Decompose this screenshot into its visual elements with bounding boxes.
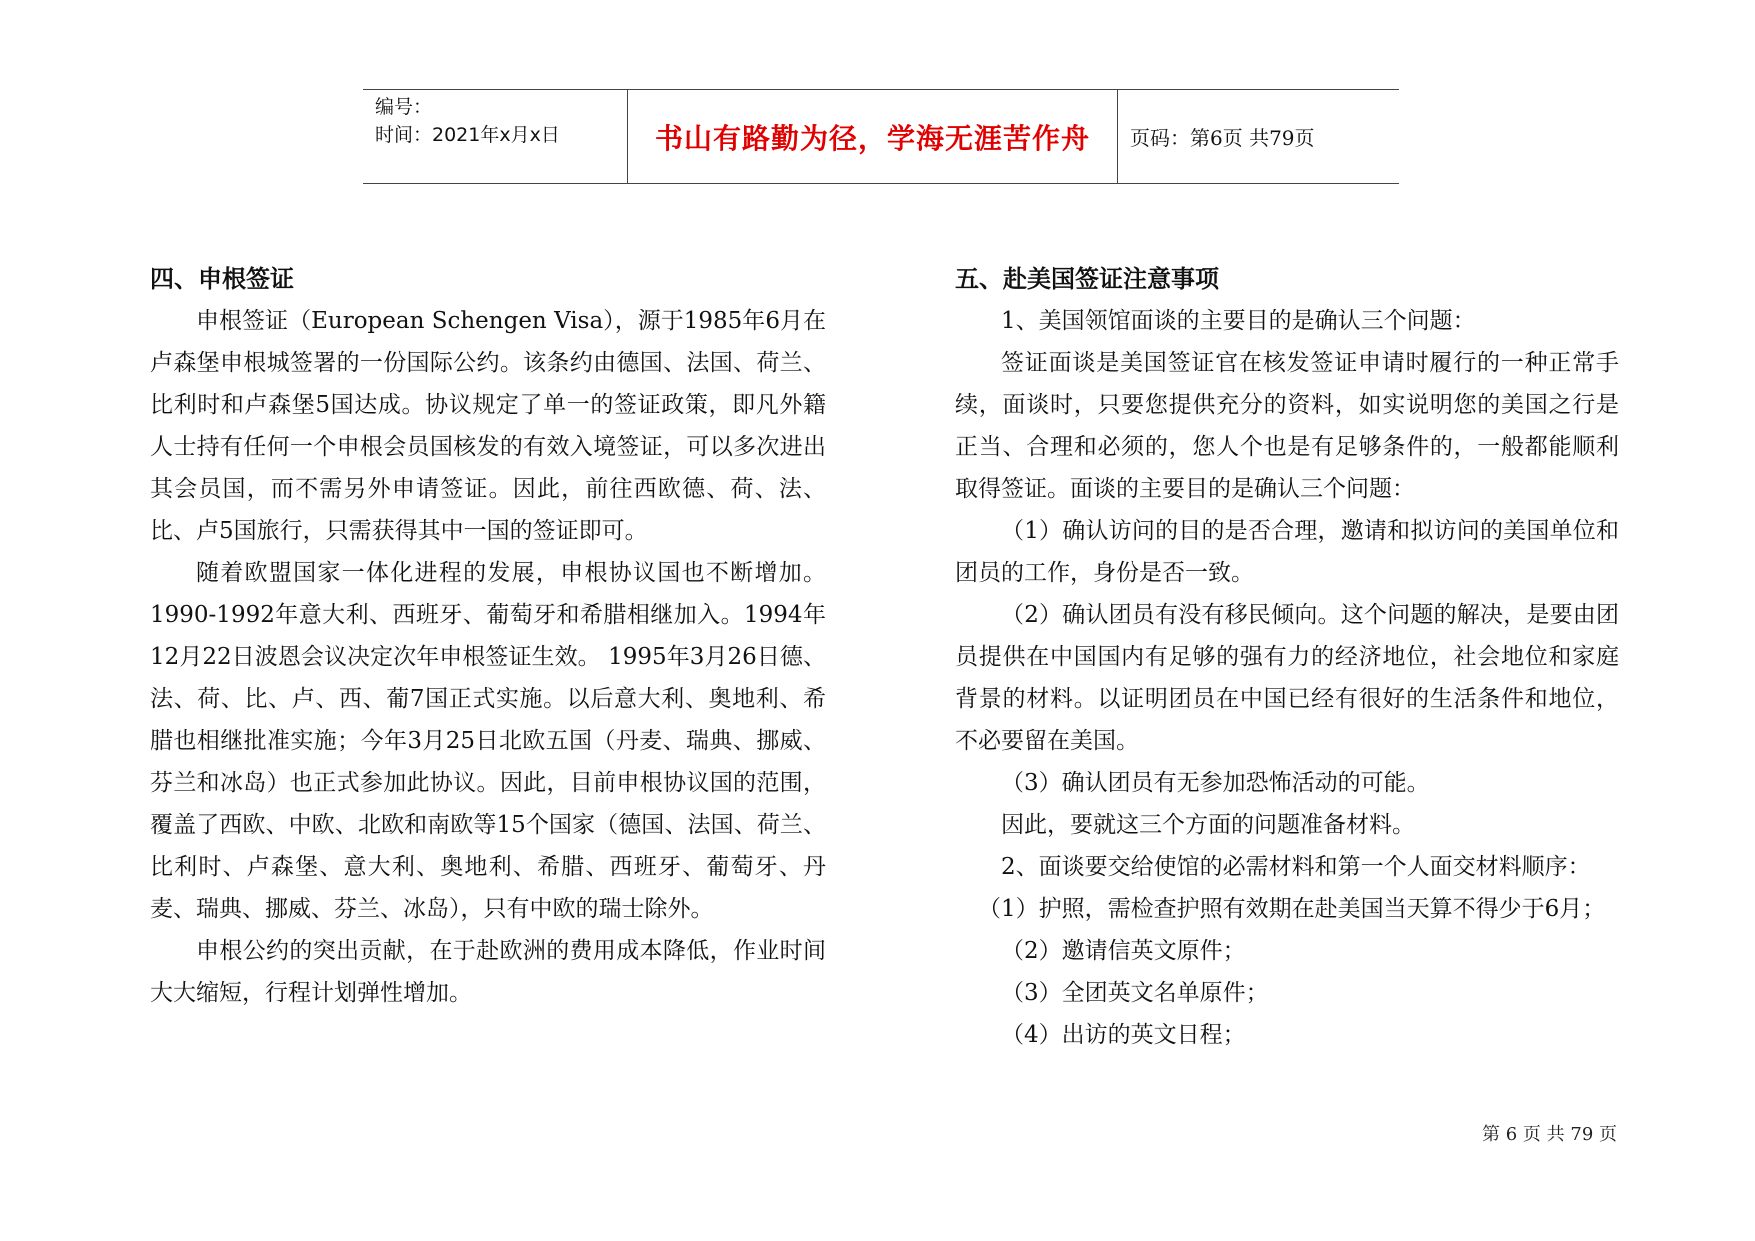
paragraph: 签证面谈是美国签证官在核发签证申请时履行的一种正常手续，面谈时，只要您提供充分的资料，如实说明您的美国之行是正当、合理和必须的，您人个也是有足够条件的，一般都能顺利取得签证。面谈的主要目的是确认三个问题： [955, 350, 1619, 502]
paragraph: 2、面谈要交给使馆的必需材料和第一个人面交材料顺序： [1001, 854, 1591, 880]
document-header [363, 89, 1399, 184]
paragraph: （2）确认团员有没有移民倾向。这个问题的解决，是要由团员提供在中国国内有足够的强有力的经济地位，社会地位和家庭背景的材料。以证明团员在中国已经有很好的生活条件和地位，不必要留在美国。 [955, 602, 1619, 754]
left-column [150, 258, 826, 1014]
paragraph: （3）确认团员有无参加恐怖活动的可能。 [1001, 770, 1430, 796]
header-page-label: 页码：第6页 共79页 [1130, 126, 1315, 150]
section-title-us-visa: 五、赴美国签证注意事项 [955, 265, 1219, 293]
paragraph: 随着欧盟国家一体化进程的发展，申根协议国也不断增加。1990-1992年意大利、西班牙、葡萄牙和希腊相继加入。1994年12月22日波恩会议决定次年申根签证生效。 1995年3月26日德、法、荷、比、卢、西、葡7国正式实施。以后意大利、奥地利、希腊也相继批准实施；今年3月25日北欧五国（丹麦、瑞典、挪威、芬兰和冰岛）也正式参加此协议。因此，目前申根协议国的范围，覆盖了西欧、中欧、北欧和南欧等15个国家（德国、法国、荷兰、比利时、卢森堡、意大利、奥地利、希腊、西班牙、葡萄牙、丹麦、瑞典、挪威、芬兰、冰岛），只有中欧的瑞士除外。 [150, 560, 826, 922]
paragraph: 申根公约的突出贡献，在于赴欧洲的费用成本降低，作业时间大大缩短，行程计划弹性增加。 [150, 938, 826, 1006]
paragraph: 因此，要就这三个方面的问题准备材料。 [1001, 812, 1415, 838]
number-label: 编号： [375, 96, 433, 118]
paragraph: （1）护照，需检查护照有效期在赴美国当天算不得少于6月； [978, 896, 1606, 922]
header-motto: 书山有路勤为径，学海无涯苦作舟 [627, 90, 1118, 183]
paragraph: （4）出访的英文日程； [1001, 1022, 1246, 1048]
paragraph: （2）邀请信英文原件； [1001, 938, 1246, 964]
page-footer: 第 6 页 共 79 页 [1482, 1124, 1617, 1145]
section-title-schengen: 四、申根签证 [150, 265, 294, 293]
paragraph: 申根签证（European Schengen Visa），源于1985年6月在卢森堡申根城签署的一份国际公约。该条约由德国、法国、荷兰、比利时和卢森堡5国达成。协议规定了单一的签证政策，即凡外籍人士持有任何一个申根会员国核发的有效入境签证，可以多次进出其会员国，而不需另外申请签证。因此，前往西欧德、荷、法、比、卢5国旅行，只需获得其中一国的签证即可。 [150, 308, 826, 544]
paragraph: 1、美国领馆面谈的主要目的是确认三个问题： [1001, 308, 1476, 334]
paragraph: （3）全团英文名单原件； [1001, 980, 1269, 1006]
time-label: 时间：2021年x月x日 [375, 124, 560, 146]
paragraph: （1）确认访问的目的是否合理，邀请和拟访问的美国单位和团员的工作，身份是否一致。 [955, 518, 1619, 586]
right-column [955, 258, 1619, 1056]
header-info-cell [363, 90, 627, 183]
